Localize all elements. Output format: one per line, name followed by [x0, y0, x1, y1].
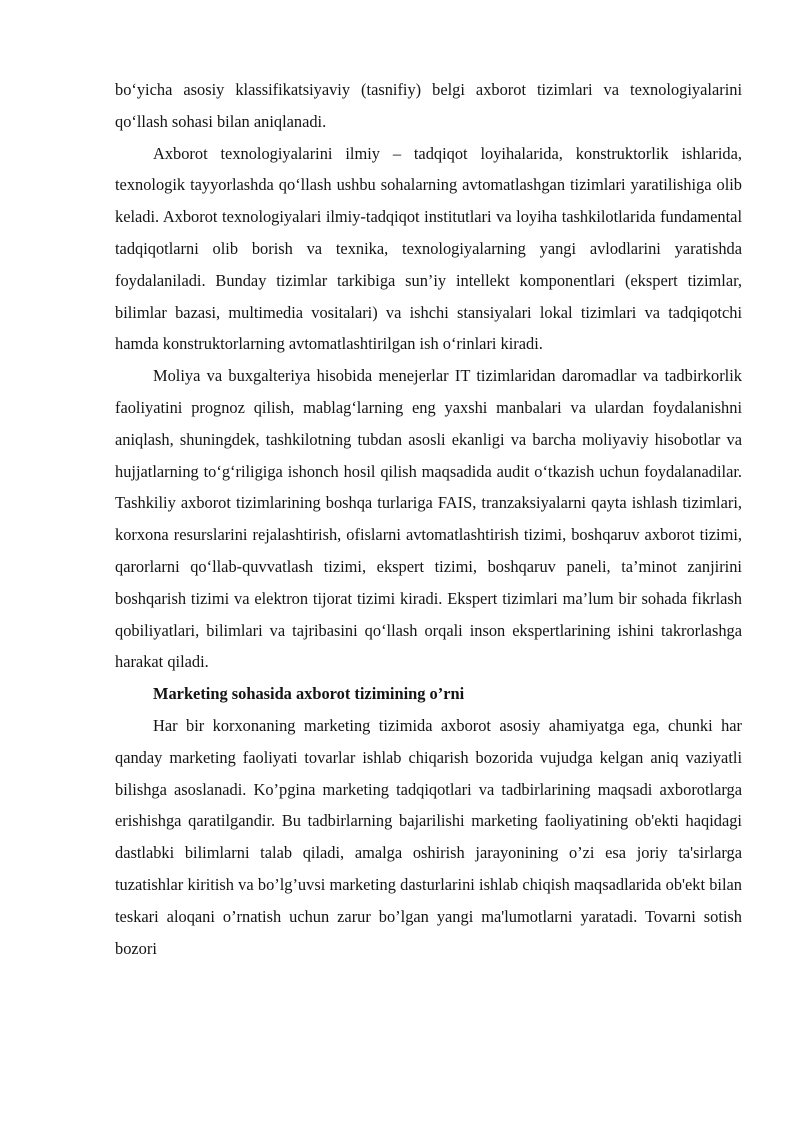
paragraph-finance-accounting: Moliya va buxgalteriya hisobida menejerlar IT tizimlaridan daromadlar va tadbirkorlik faoliyatini prognoz qilish, mablag‘larning eng yaxshi manbalari va ulardan foydalanishni aniqlash, shuningdek, tashkilotning tubdan asosli ekanligi va barcha moliyaviy hisobotlar va hujjatlarning to‘g‘riligiga ishonch hosil qilish maqsadida audit o‘tkazish uchun foydalanadilar. Tashkiliy axborot tizimlarining boshqa turlariga FAIS, tranzaksiyalarni qayta ishlash tizimlari, korxona resurslarini rejalashtirish, ofislarni avtomatlashtirish tizimi, boshqaruv axborot tizimi, qarorlarni qo‘llab-quvvatlash tizimi, ekspert tizimi, boshqaruv paneli, ta’minot zanjirini boshqarish tizimi va elektron tijorat tizimi kiradi. Ekspert tizimlari ma’lum bir sohada fikrlash qobiliyatlari, bilimlari va tajribasini qo‘llash orqali inson ekspertlarining ishini takrorlashga harakat qiladi.: [115, 366, 742, 672]
paragraph-continuation: bo‘yicha asosiy klassifikatsiyaviy (tasnifiy) belgi axborot tizimlari va texnologiyalarini qo‘llash sohasi bilan aniqlanadi.: [115, 80, 742, 131]
paragraph-it-research: Axborot texnologiyalarini ilmiy – tadqiqot loyihalarida, konstruktorlik ishlarida, texnologik tayyorlashda qo‘llash ushbu sohalarning avtomatlashgan tizimlari yaratilishiga olib keladi. Axborot texnologiyalari ilmiy-tadqiqot institutlari va loyiha tashkilotlarida fundamental tadqiqotlarni olib borish va texnika, texnologiyalarning yangi avlodlarini yaratishda foydalaniladi. Bunday tizimlar tarkibiga sun’iy intellekt komponentlari (ekspert tizimlar, bilimlar bazasi, multimedia vositalari) va ishchi stansiyalari lokal tizimlari va tadqiqotchi hamda konstruktorlarning avtomatlashtirilgan ish o‘rinlari kiradi.: [115, 143, 742, 354]
paragraph-marketing: Har bir korxonaning marketing tizimida axborot asosiy ahamiyatga ega, chunki har qanday marketing faoliyati tovarlar ishlab chiqarish bozorida vujudga kelgan aniq vaziyatli bilishga asoslanadi. Ko’pgina marketing tadqiqotlari va tadbirlarining maqsadi axborotlarga erishishga qaratilgandir. Bu tadbirlarning bajarilishi marketing faoliyatining ob'ekti haqidagi dastlabki bilimlarni talab qiladi, amalga oshirish jarayonining o’zi esa joriy ta'sirlarga tuzatishlar kiritish va bo’lg’uvsi marketing dasturlarini ishlab chiqish maqsadlarida ob'ekt bilan teskari aloqani o’rnatish uchun zarur bo’lgan yangi ma'lumotlarni yaratadi. Tovarni sotish bozori: [115, 715, 742, 958]
section-heading-marketing: Marketing sohasida axborot tizimining o’rni: [153, 684, 465, 704]
